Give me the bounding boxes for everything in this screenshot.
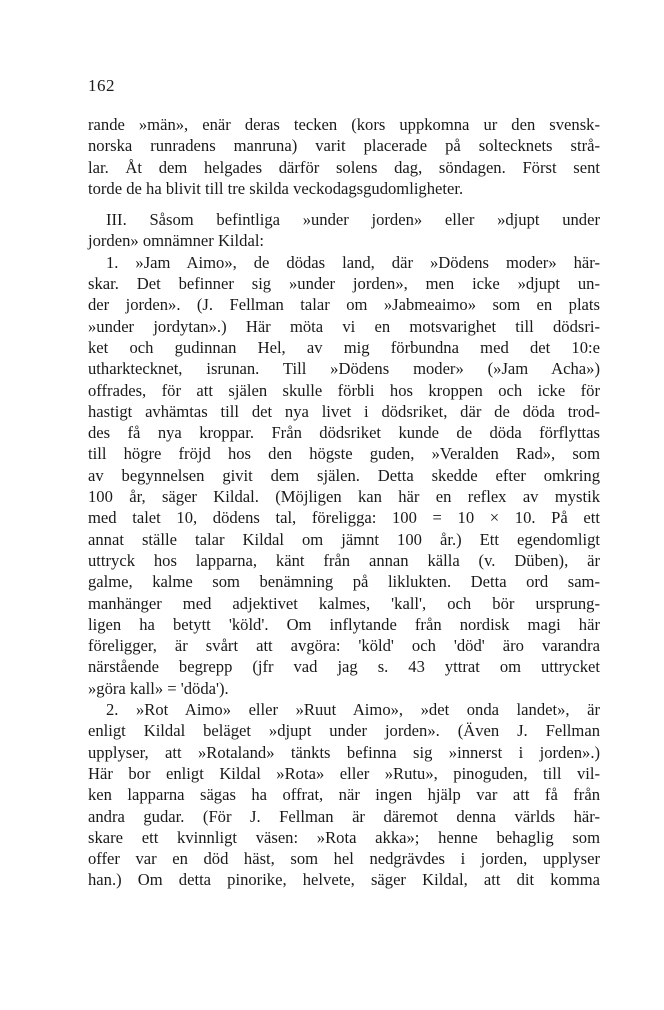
text-line: lar. Åt dem helgades därför solens dag, söndagen. Först sent [88,157,600,177]
body-text [88,114,600,891]
text-line: han.) Om detta pinorike, helvete, säger Kildal, att dit komma [88,870,600,890]
text-line: skare ett kvinnligt väsen: »Rota akka»; henne behaglig som [88,827,600,847]
text-line: rande »män», enär deras tecken (kors uppkomna ur den svensk- [88,115,600,134]
text-line: des få nya kroppar. Från dödsriket kunde de döda förflyttas [88,423,600,443]
text-line: »under jordytan».) Här möta vi en motsvarighet till dödsri- [88,316,600,336]
text-line: 100 år, säger Kildal. (Möjligen kan här en reflex av mystik [88,487,600,507]
text-line: III. Såsom befintliga »under jorden» eller »djupt under [106,210,600,230]
text-line: ket och gudinnan Hel, av mig förbundna med det 10:e [88,337,600,357]
text-line: med talet 10, dödens tal, föreligga: 100 = 10 × 10. På ett [88,508,600,528]
text-line: ken lapparna sägas ha offrat, när ingen hjälp var att få från [88,785,600,805]
text-line: »göra kall» = 'döda'). [88,678,229,698]
text-line: manhänger med adjektivet kalmes, 'kall', och bör ursprung- [88,593,600,613]
text-line: av begynnelsen givit dem själen. Detta skedde efter omkring [88,465,600,485]
text-line: hastigt avhämtas till det nya livet i dödsriket, där de döda trod- [88,401,600,421]
text-line: norska runradens manruna) varit placerade på soltecknets strå- [88,136,600,156]
text-line: utharktecknet, isrunan. Till »Dödens moder» (»Jam Acha») [88,359,600,379]
text-line: uttryck hos lapparna, känt från annan källa (v. Düben), är [88,550,600,570]
text-line: ligen ha betytt 'köld'. Om inflytande från nordisk magi här [88,614,600,634]
text-line: andra gudar. (För J. Fellman är däremot denna världs här- [88,806,600,826]
text-line: skar. Det befinner sig »under jorden», men icke »djupt un- [88,274,600,294]
text-line: närstående begrepp (jfr vad jag s. 43 yttrat om uttrycket [88,657,600,677]
text-line: till högre fröjd hos den högste guden, »Veralden Rad», som [88,444,600,464]
text-line: offrades, för att själen skulle förbli hos kroppen och icke för [88,380,600,400]
page-number: 162 [88,76,115,95]
text-line: offer var en död häst, som hel nedgrävdes i jorden, upplyser [88,849,600,869]
text-line: Här bor enligt Kildal »Rota» eller »Rutu», pinoguden, till vil- [88,763,600,783]
text-line: torde de ha blivit till tre skilda veckodagsgudomligheter. [88,178,464,198]
text-line: 1. »Jam Aimo», de dödas land, där »Dödens moder» här- [106,252,600,272]
text-line: galme, kalme som benämning på liklukten. Detta ord sam- [88,572,600,592]
text-line: jorden» omnämner Kildal: [88,231,265,251]
text-line: enligt Kildal beläget »djupt under jorden». (Även J. Fellman [88,721,600,741]
text-line: der jorden». (J. Fellman talar om »Jabmeaimo» som en plats [88,295,600,315]
text-line: upplyser, att »Rotaland» tänkts befinna sig »innerst i jorden».) [88,742,600,762]
text-line: 2. »Rot Aimo» eller »Ruut Aimo», »det onda landet», är [106,700,600,720]
text-line: annat ställe talar Kildal om jämnt 100 år.) Ett egendomligt [88,529,600,549]
text-line: föreligger, är svårt att avgöra: 'köld' och 'död' äro varandra [88,636,600,656]
